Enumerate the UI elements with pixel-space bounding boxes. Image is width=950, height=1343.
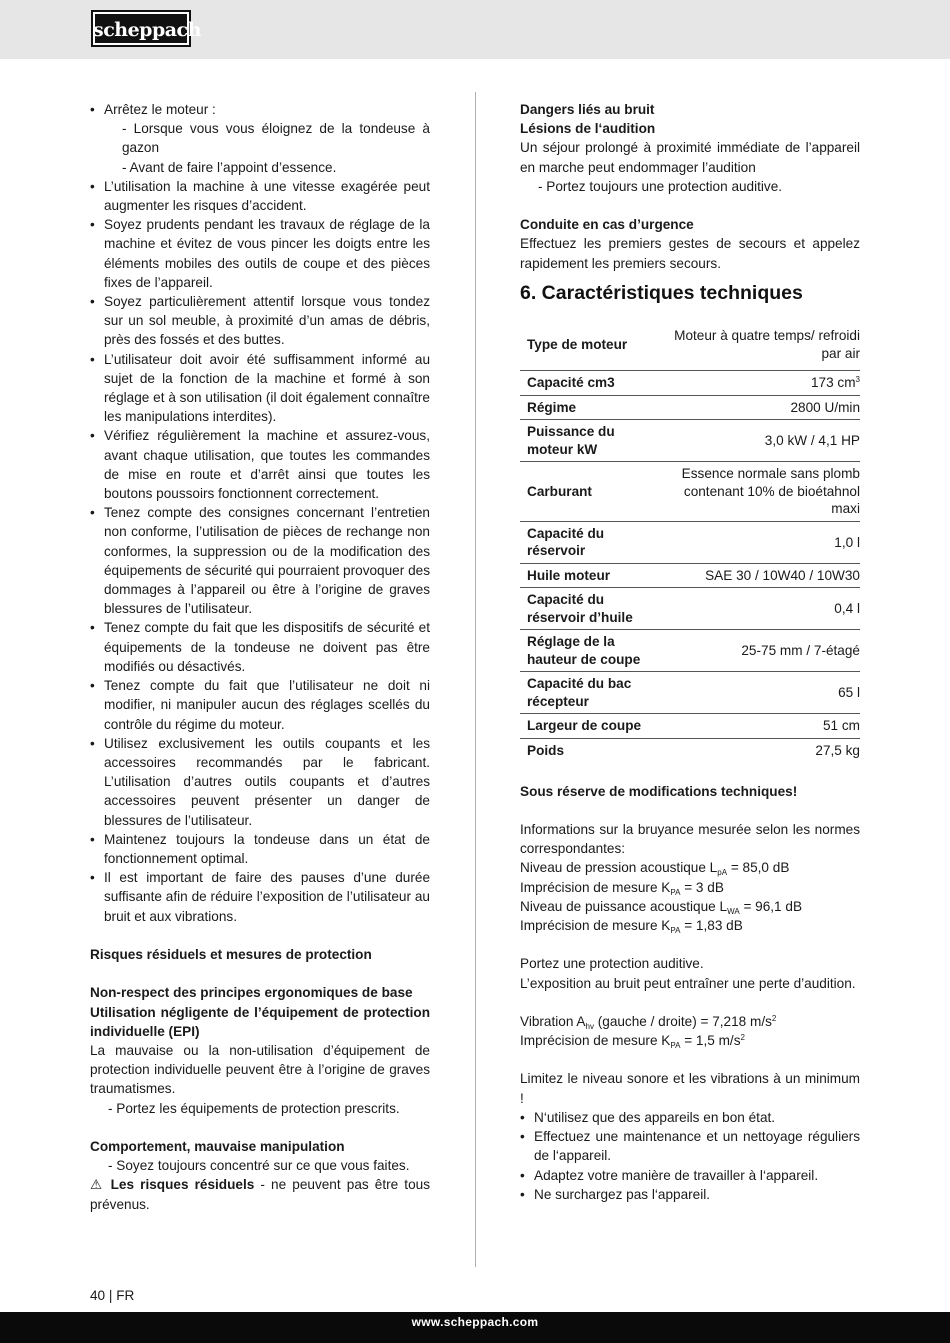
page-header [0, 0, 950, 59]
table-row: Capacité du réservoir 1,0 l [520, 521, 860, 563]
footer-url[interactable]: www.scheppach.com [411, 1315, 539, 1329]
behaviour-instruction: - Soyez toujours concentré sur ce que vous faites. [108, 1158, 410, 1174]
list-item: • Ne surchargez pas l‘appareil. [520, 1185, 860, 1204]
table-row: Largeur de coupe 51 cm [520, 714, 860, 739]
table-row: Huile moteur SAE 30 / 10W40 / 10W30 [520, 563, 860, 588]
lpa-line: Niveau de pression acoustique $L_{pA} = 85,0$ dB [520, 860, 790, 878]
list-item: • Tenez compte du fait que l’utilisateur ne doit ni modifier, ni manipuler aucun des réglages scellés du contrôle du régime du moteur. [90, 676, 430, 734]
epi-text: La mauvaise ou la non-utilisation d’équipement de protection individuelle peuvent être à l’origine de graves traumatismes. [90, 1042, 430, 1097]
hearing-instruction: - Portez toujours une protection auditive. [538, 178, 783, 194]
behaviour-heading: Comportement, mauvaise manipulation [90, 1138, 345, 1154]
page-footer [0, 1312, 950, 1343]
lwa-line: Niveau de puissance acoustique $L_{WA} = 96,1$ dB [520, 898, 803, 916]
list-item: • Tenez compte des consignes concernant l’entretien non conforme, l’utilisation de pièces de rechange non conformes, la suppression ou de la modification des équipements de sécurité qui pourraient provoquer des dommages à l’appareil ou être à l’origine de graves blessures de l’utilisateur. [90, 503, 430, 618]
list-item: • Adaptez votre manière de travailler à l‘appareil. [520, 1166, 860, 1185]
list-item: • Maintenez toujours la tondeuse dans un état de fonctionnement optimal. [90, 830, 430, 868]
section-title: 6. Caractéristiques techniques [520, 281, 803, 304]
table-row: Poids 27,5 kg [527, 742, 860, 758]
vibration-line: Vibration $A_{hv}$ (gauche / droite) = 7,218 $m/s^2$ [520, 1013, 777, 1031]
limit-text: Limitez le niveau sonore et les vibrations à un minimum ! [520, 1071, 860, 1106]
limit-bullet-list [520, 1108, 860, 1204]
kpa-line: Imprécision de mesure $K_{PA} = 1,83$ dB [520, 917, 743, 935]
residual-warning: ⚠ Les risques résiduels - ne peuvent pas être tous prévenus. [90, 1177, 430, 1212]
table-row: Capacité du bac récepteur 65 l [520, 672, 860, 714]
sub-item: - Lorsque vous vous éloignez de la tondeuse à gazon [122, 121, 430, 156]
list-item: • Tenez compte du fait que les dispositifs de sécurité et équipements de la tondeuse ne doivent pas être modifiés ou désactivés. [90, 618, 430, 676]
table-row: Capacité du réservoir d’huile 0,4 l [520, 588, 860, 630]
warning-icon: ⚠ [90, 1177, 105, 1193]
kpa-line: Imprécision de mesure $K_{PA} = 3$ dB [520, 879, 724, 897]
table-row: Capacité cm3 173 $cm^3$ [520, 371, 860, 396]
residual-risks-heading: Risques résiduels et mesures de protection [90, 946, 372, 962]
list-item: • N‘utilisez que des appareils en bon état. [520, 1108, 860, 1127]
table-row: Carburant Essence normale sans plomb contenant 10% de bioétahnol maxi [520, 462, 860, 522]
epi-heading: Utilisation négligente de l’équipement de protection individuelle (EPI) [90, 1004, 430, 1039]
list-item: • Utilisez exclusivement les outils coupants et les accessoires recommandés par le fabricant. L’utilisation d’autres outils coupants et d’autres accessoires peuvent présenter un danger de blessures de l’utilisateur. [90, 734, 430, 830]
table-row: Type de moteur Moteur à quatre temps/ refroidi par air [520, 319, 860, 371]
left-column [90, 100, 430, 1214]
right-column [520, 100, 860, 1204]
column-divider [475, 92, 476, 1267]
list-item: • Soyez particulièrement attentif lorsque vous tondez sur un sol meuble, à proximité d’un amas de débris, près des fossés et des buttes. [90, 292, 430, 350]
list-item: • L’utilisation la machine à une vitesse exagérée peut augmenter les risques d’accident. [90, 177, 430, 215]
protection-note: Portez une protection auditive. [520, 956, 704, 972]
reserve-note: Sous réserve de modifications techniques! [520, 783, 798, 799]
table-row: Réglage de la hauteur de coupe 25-75 mm / 7-étagé [520, 630, 860, 672]
list-item: • Il est important de faire des pauses d’une durée suffisante afin de réduire l’exposition de l’utilisateur au bruit et aux vibrations. [90, 868, 430, 926]
list-item: • Soyez prudents pendant les travaux de réglage de la machine et évitez de vous pincer les doigts entre les éléments mobiles des outils de coupe et des pièces fixes de l’appareil. [90, 215, 430, 292]
noise-info: Informations sur la bruyance mesurée selon les normes correspondantes: [520, 821, 860, 857]
page-number: 40 | FR [90, 1288, 135, 1303]
list-item: • Arrêtez le moteur : - Lorsque vous vous éloignez de la tondeuse à gazon - Avant de faire l’appoint d’essence. [90, 100, 430, 177]
list-item: • Vérifiez régulièrement la machine et assurez-vous, avant chaque utilisation, que toutes les commandes de mise en route et d’arrêt ainsi que toutes les boutons poussoirs fonctionnent correctement. [90, 426, 430, 503]
brand-logo: scheppach [91, 10, 191, 47]
noise-danger-heading: Dangers liés au bruit [520, 102, 655, 117]
emergency-text: Effectuez les premiers gestes de secours et appelez rapidement les premiers secours. [520, 236, 860, 271]
list-item: • Effectuez une maintenance et un nettoyage réguliers de l‘appareil. [520, 1127, 860, 1165]
sub-item: - Avant de faire l’appoint d’essence. [122, 159, 337, 175]
table-row: Régime 2800 U/min [520, 395, 860, 420]
hearing-damage-heading: Lésions de l‘audition [520, 121, 656, 137]
spec-table [520, 319, 860, 763]
epi-instruction: - Portez les équipements de protection prescrits. [108, 1100, 400, 1116]
safety-bullet-list [90, 100, 430, 926]
emergency-heading: Conduite en cas d’urgence [520, 217, 694, 233]
ergonomics-heading: Non-respect des principes ergonomiques de base [90, 985, 413, 1001]
table-row: Puissance du moteur kW 3,0 kW / 4,1 HP [520, 420, 860, 462]
kpa-line: Imprécision de mesure $K_{PA} = 1,5$ $m/s^2$ [520, 1033, 745, 1051]
exposure-note: L’exposition au bruit peut entraîner une perte d’audition. [520, 975, 856, 991]
hearing-text: Un séjour prolongé à proximité immédiate de l’appareil en marche peut endommager l’audition [520, 140, 860, 175]
list-item: • L’utilisateur doit avoir été suffisamment informé au sujet de la fonction de la machine et formé à son réglage et à son utilisation (il doit également connaître les manipulations interdites). [90, 350, 430, 427]
